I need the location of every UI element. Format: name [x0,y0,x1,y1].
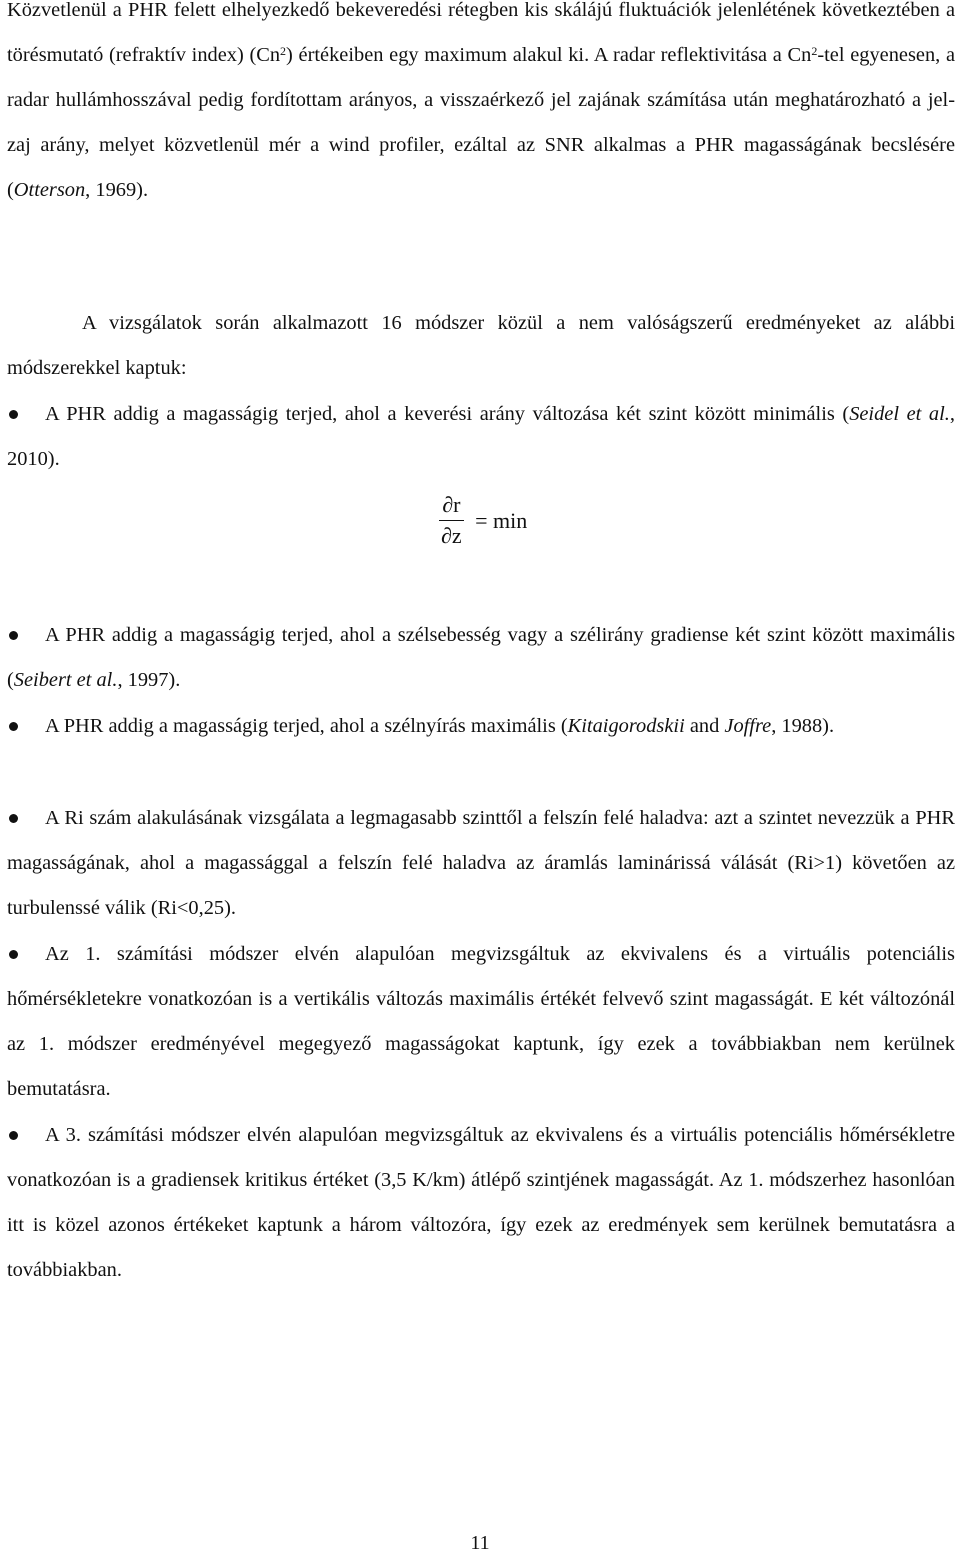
text-run: ) értékeiben egy maximum alakul ki. A radar reflektivitása a Cn [286,44,812,66]
bullet-icon [9,814,18,823]
bullet-text: Az 1. számítási módszer elvén alapulóan megvizsgáltuk az ekvivalens és a virtuális potenciális hőmérsékletekre vonatkozóan is a vertikális változás maximális értékét felvevő szint magasságát. E két változónál az 1. módszer eredményével megegyező magasságokat kaptunk, így ezek a továbbiakban nem kerülnek bemutatásra. [7,943,955,1100]
superscript: 2 [811,44,818,58]
bullet-item-mixing-ratio [7,392,955,482]
bullet-item-method-3 [7,1113,955,1293]
bullet-text [7,704,955,749]
text-run: Közvetlenül a PHR felett elhelyezkedő bekeveredési rétegben kis skálájú fluktuációk jelenlétének következtében a törésmutató (refraktív index) (Cn [7,0,955,66]
formula-partial-derivative [439,492,527,549]
bullet-text [7,392,955,482]
text-run: , 1997). [117,669,181,691]
text-run: A PHR addig a magasságig terjed, ahol a szélnyírás maximális ( [45,715,568,737]
text-run: -tel egyenesen, a radar hullámhosszával pedig fordítottam arányos, a visszaérkező jel zajának számítása után meghatározható a jel-zaj arány, melyet közvetlenül mér a wind profiler, ezáltal az SNR alkalmas a PHR magasságának becslésére ( [7,44,955,201]
text-run: A PHR addig a magasságig terjed, ahol a keverési arány változása két szint között minimális ( [45,403,850,425]
superscript: 2 [280,44,287,58]
bullet-text [7,613,955,703]
text-run: , 1988). [771,715,835,737]
bullet-icon [9,722,18,731]
citation-author: Otterson [13,179,86,201]
text-run: and [684,715,725,737]
text-run: A PHR addig a magasságig terjed, ahol a szélsebesség vagy a szélirány gradiense két szint között maximális ( [7,624,955,691]
fraction [439,492,464,549]
citation-author: Seibert et al. [13,669,118,691]
bullet-icon [9,950,18,959]
bullet-text: A Ri szám alakulásának vizsgálata a legmagasabb szinttől a felszín felé haladva: azt a szintet nevezzük a PHR magasságának, ahol a magassággal a felszín felé haladva az áramlás laminárissá válását (Ri>1) követően az turbulenssé válik (Ri<0,25). [7,807,955,919]
numerator: ∂r [442,492,461,517]
paragraph-methods-intro: A vizsgálatok során alkalmazott 16 módszer közül a nem valóságszerű eredményeket az alábbi módszerekkel kaptuk: [7,312,955,379]
bullet-item-richardson [7,796,955,931]
page-number: 11 [470,1532,490,1554]
citation-author: Seidel et al. [849,403,950,425]
bullet-icon [9,1131,18,1140]
bullet-item-method-1 [7,932,955,1112]
citation-author: Kitaigorodskii [567,715,685,737]
formula-rhs: = min [475,507,528,533]
bullet-item-wind-gradient [7,613,955,703]
denominator: ∂z [441,523,462,548]
text-run: , 2010). [7,403,955,470]
bullet-icon [9,631,18,640]
bullet-icon [9,410,18,419]
paragraph-phr-radar [7,0,955,213]
text-run: , 1969). [85,179,149,201]
bullet-item-wind-shear [7,704,955,749]
bullet-text: A 3. számítási módszer elvén alapulóan megvizsgáltuk az ekvivalens és a virtuális potenciális hőmérsékletre vonatkozóan is a gradiensek kritikus értéket (3,5 K/km) átlépő szintjének magasságát. Az 1. módszerhez hasonlóan itt is közel azonos értékeket kaptunk a három változóra, így ezek az eredmények sem kerülnek bemutatásra a továbbiakban. [7,1124,955,1281]
citation-author: Joffre [724,715,772,737]
